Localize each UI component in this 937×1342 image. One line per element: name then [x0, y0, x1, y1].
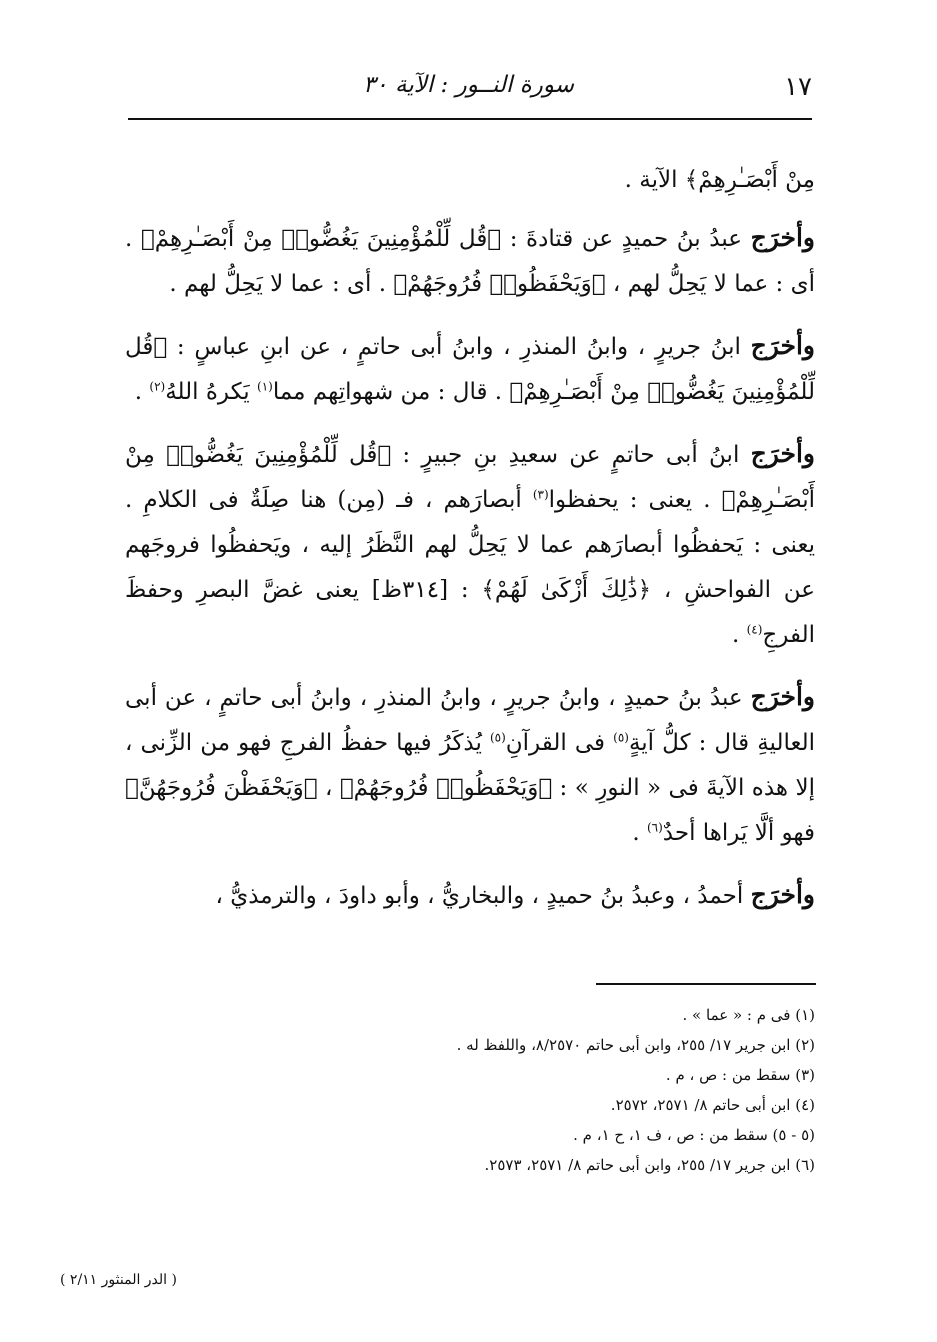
source-label: ( الدر المنثور ٢/١١ ) — [60, 1272, 177, 1288]
footnote-ref[interactable]: (٥) — [613, 730, 629, 745]
page-number: ١٧ — [784, 72, 812, 102]
footnote: (٢) ابن جرير ١٧/ ٢٥٥، وابن أبى حاتم ٨/٢٥٧٠، واللفظ له . — [456, 1036, 815, 1054]
footnote-rule — [596, 983, 816, 985]
header-rule — [128, 118, 812, 120]
footnote-ref[interactable]: (٥) — [489, 730, 506, 745]
paragraph: وأخرَج أحمدُ ، وعبدُ بنُ حميدٍ ، والبخاريُّ ، وأبو داودَ ، والترمذيُّ ، — [215, 880, 815, 909]
paragraph: وأخرَج ابنُ أبى حاتمٍ عن سعيدِ بنِ جبيرٍ : ﴿قُل لِّلْمُؤْمِنِينَ يَغُضُّوا۟ مِنْ أَبْصَـٰرِهِمْ﴾ . يعنى : يحفظوا$^{(٣)}$ أبصارَهم ، فـ (مِن) هنا صِلَةٌ فى الكلامِ . يعنى : يَحفظُوا أبصارَهم عما لا يَحِلُّ لهم النَّظَرُ إليه ، ويَحفظُوا فروجَهم عن الفواحشِ ، ﴿ذَٰلِكَ أَزْكَىٰ لَهُمْ﴾ : [٣١٤ظ] يعنى غضَّ البصرِ وحفظَ الفرجِ$^{(٤)}$ . — [125, 439, 816, 648]
footnote: (٥ - ٥) سقط من : ص ، ف ١، ح ١، م . — [573, 1126, 815, 1144]
footnote: (١) فى م : « عما » . — [682, 1006, 815, 1024]
footnote-ref[interactable]: (٢) — [149, 379, 166, 394]
page-header — [125, 72, 812, 112]
lead-word: وأخرَج — [750, 331, 815, 360]
footnotes — [125, 1000, 815, 1180]
footnote-ref[interactable]: (١) — [257, 379, 273, 394]
paragraph: وأخرَج ابنُ جريرٍ ، وابنُ المنذرِ ، وابنُ أبى حاتمٍ ، عن ابنِ عباسٍ : ﴿قُل لِّلْمُؤْمِنِينَ يَغُضُّوا۟ مِنْ أَبْصَـٰرِهِمْ﴾ . قال : من شهواتِهم مما$^{(١)}$ يَكرهُ اللهُ$^{(٢)}$ . — [125, 331, 815, 405]
lead-word: وأخرَج — [750, 223, 815, 252]
lead-word: وأخرَج — [750, 439, 815, 468]
footnote-ref[interactable]: (٦) — [646, 820, 663, 835]
running-title: سورة النــور : الآية ٣٠ — [362, 72, 575, 98]
footnote: (٦) ابن جرير ١٧/ ٢٥٥، وابن أبى حاتم ٨/ ٢٥٧١، ٢٥٧٣. — [484, 1156, 815, 1174]
paragraph: وأخرَج عبدُ بنُ حميدٍ عن قتادةَ : ﴿قُل لِّلْمُؤْمِنِينَ يَغُضُّوا۟ مِنْ أَبْصَـٰرِهِمْ﴾ . أى : عما لا يَحِلُّ لهم ، ﴿وَيَحْفَظُوا۟ فُرُوجَهُمْ﴾ . أى : عما لا يَحِلُّ لهم . — [125, 223, 815, 297]
lead-word: وأخرَج — [750, 880, 815, 909]
paragraph-continuation: مِنْ أَبْصَـٰرِهِمْ﴾ الآية . — [624, 167, 815, 193]
footnote-ref[interactable]: (٣) — [532, 487, 549, 502]
footnote-ref[interactable]: (٤) — [746, 622, 763, 637]
footnote: (٣) سقط من : ص ، م . — [665, 1066, 815, 1084]
main-text — [125, 158, 815, 935]
lead-word: وأخرَج — [750, 682, 815, 711]
footnote: (٤) ابن أبى حاتم ٨/ ٢٥٧١، ٢٥٧٢. — [610, 1096, 815, 1114]
paragraph: وأخرَج عبدُ بنُ حميدٍ ، وابنُ جريرٍ ، وابنُ المنذرِ ، وابنُ أبى حاتمٍ ، عن أبى العاليةِ قال : كلُّ آيةٍ$^{(٥)}$ فى القرآنِ$^{(٥)}$ يُذكَرُ فيها حفظُ الفرجِ فهو من الزِّنى ، إلا هذه الآيةَ فى « النورِ » : ﴿وَيَحْفَظُوا۟ فُرُوجَهُمْ﴾ ، ﴿وَيَحْفَظْنَ فُرُوجَهُنَّ﴾ فهو ألَّا يَراها أحدٌ$^{(٦)}$ . — [125, 682, 816, 846]
